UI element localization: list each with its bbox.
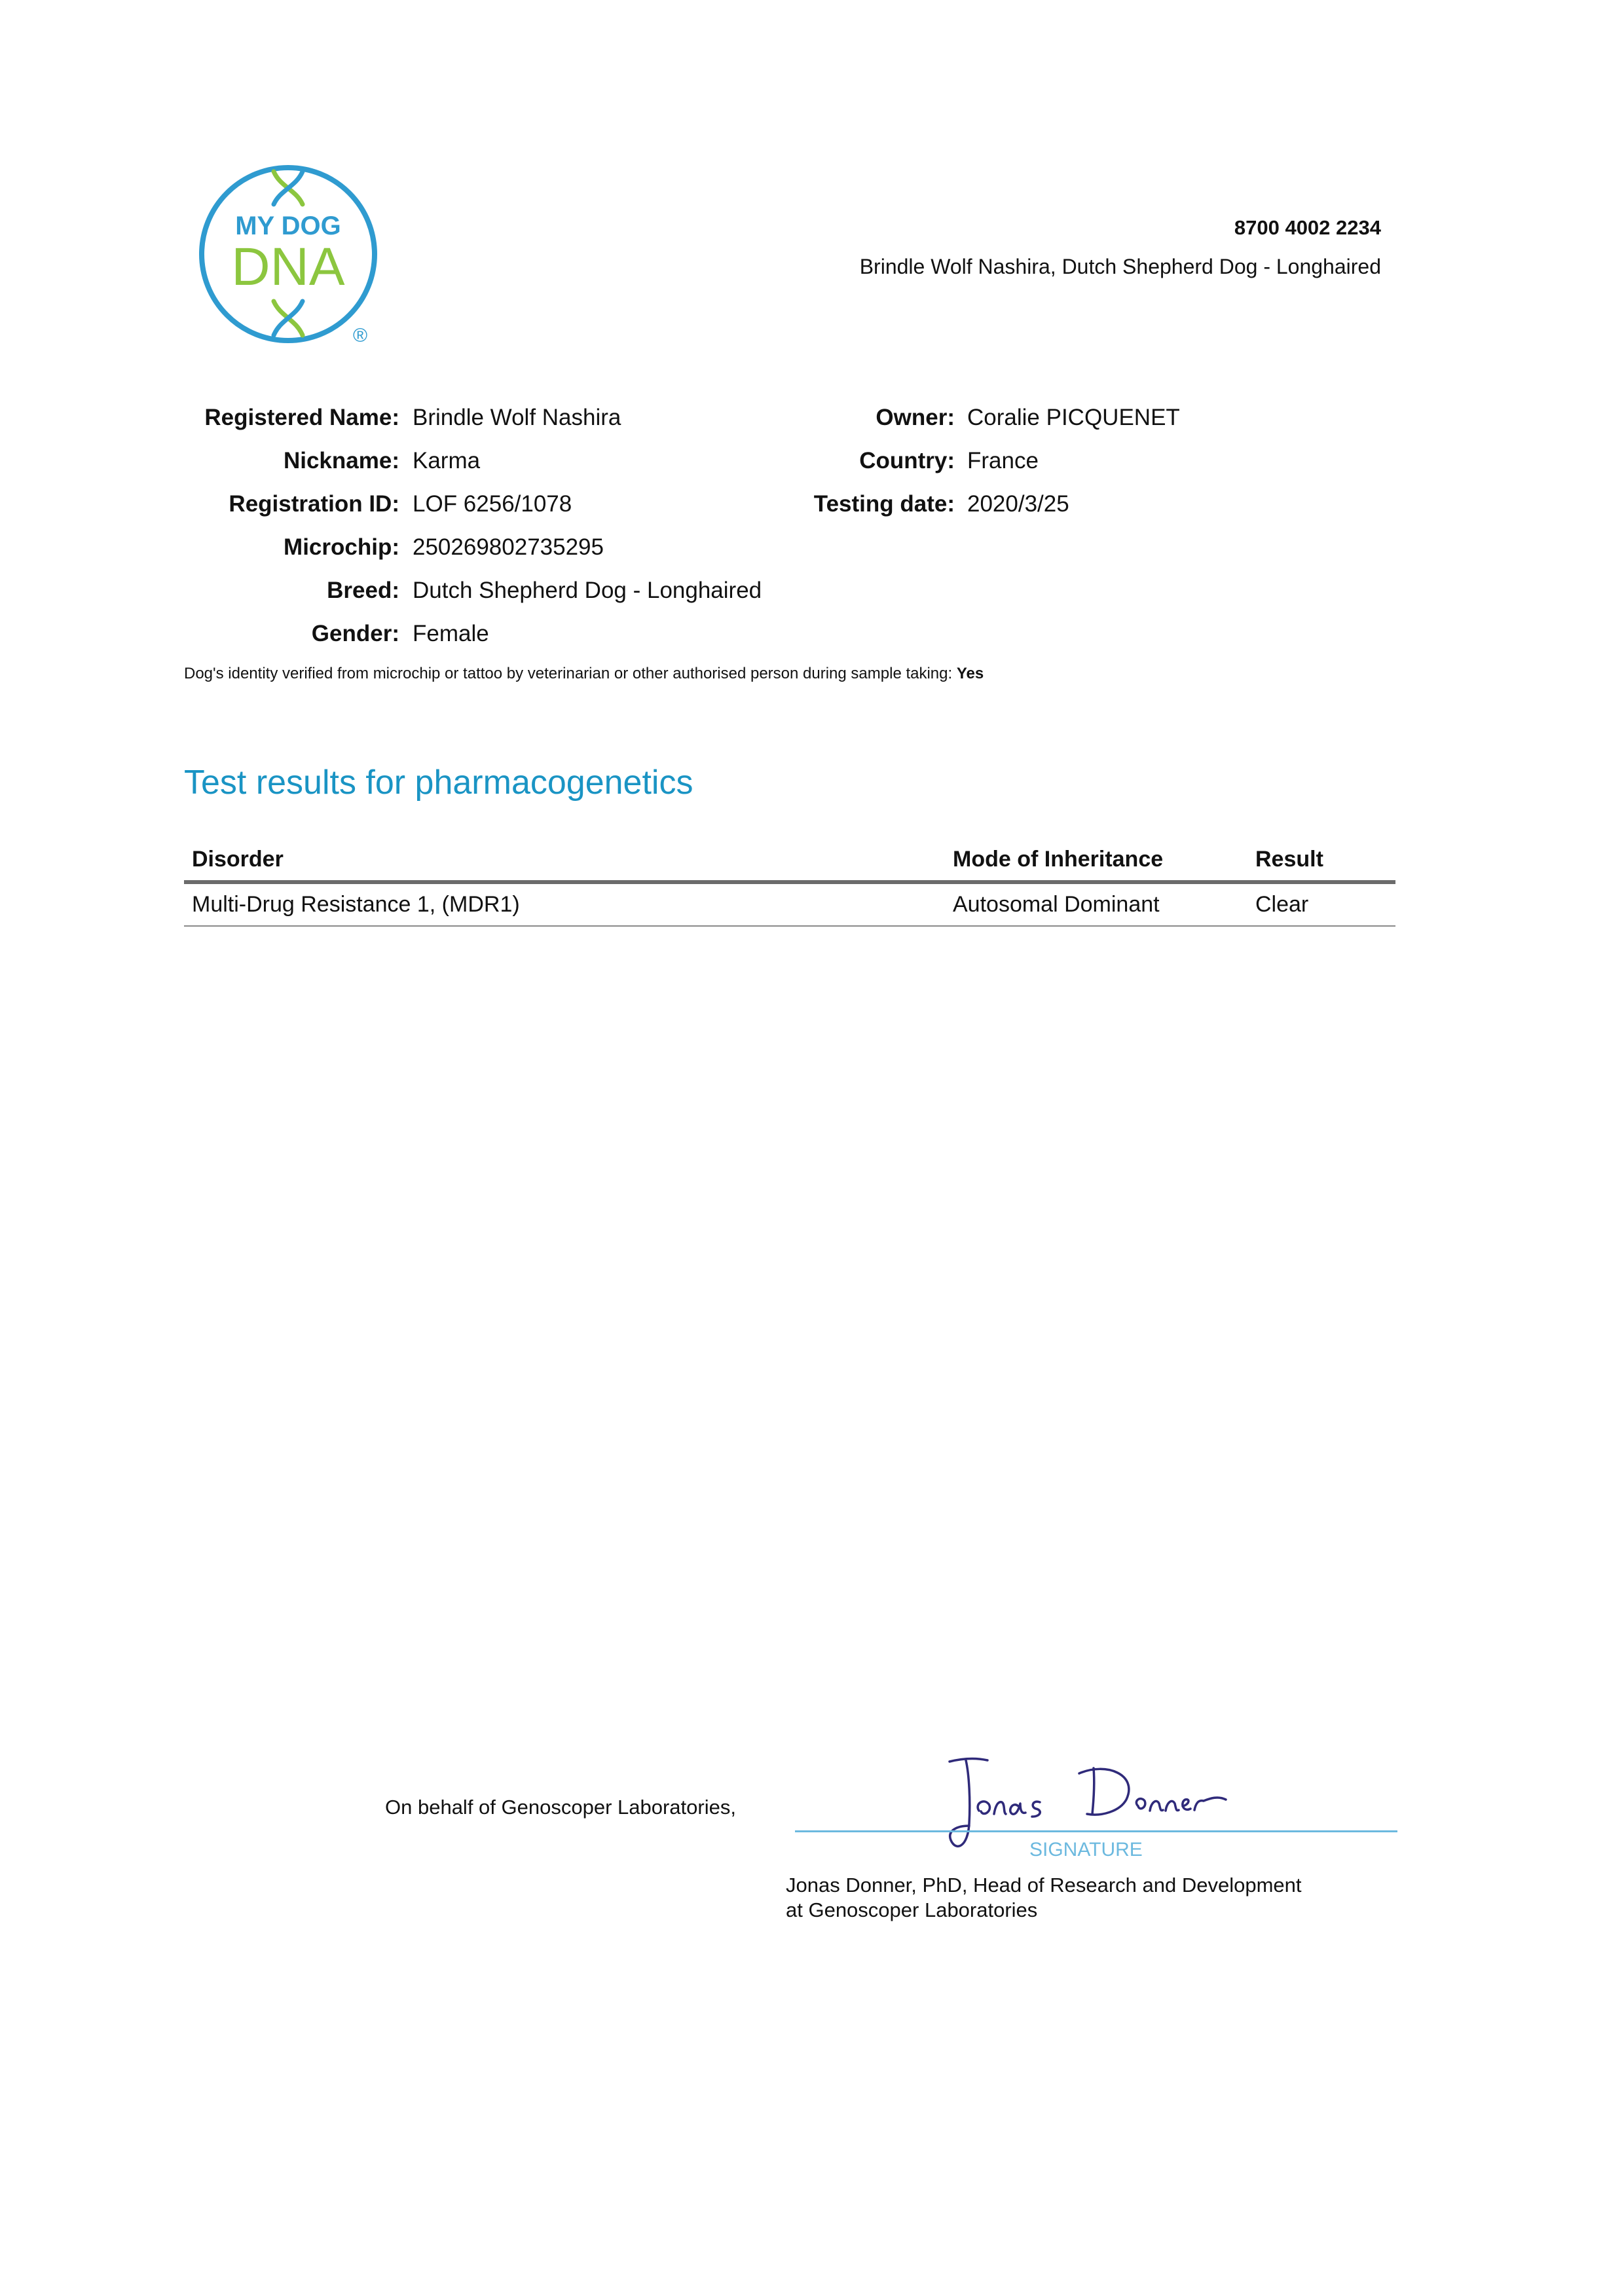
gender-label: Gender: <box>311 621 399 646</box>
breed-value: Dutch Shepherd Dog - Longhaired <box>413 578 762 603</box>
gender-value: Female <box>413 621 489 646</box>
registration-id-value: LOF 6256/1078 <box>413 491 572 517</box>
column-header-result: Result <box>1255 847 1323 872</box>
dog-summary: Brindle Wolf Nashira, Dutch Shepherd Dog - Longhaired <box>859 255 1381 278</box>
testing-date-value: 2020/3/25 <box>967 491 1069 517</box>
disorder-cell: Multi-Drug Resistance 1, (MDR1) <box>192 892 520 917</box>
signer-block <box>786 1873 1302 1923</box>
dna-helix-bottom-icon <box>274 301 303 335</box>
signature-line <box>795 1830 1397 1832</box>
registered-name-value: Brindle Wolf Nashira <box>413 405 621 430</box>
reference-number: 8700 4002 2234 <box>1234 216 1381 239</box>
verification-text: Dog's identity verified from microchip or tattoo by veterinarian or other authorised person during sample taking: <box>184 665 953 682</box>
testing-date-label: Testing date: <box>813 491 955 517</box>
table-row-divider <box>184 925 1395 927</box>
country-value: France <box>967 448 1039 473</box>
registered-trademark: ® <box>352 325 368 346</box>
results-title: Test results for pharmacogenetics <box>184 764 693 802</box>
nickname-value: Karma <box>413 448 481 473</box>
result-cell: Clear <box>1255 892 1309 917</box>
column-header-disorder: Disorder <box>192 847 284 872</box>
signer-organization: at Genoscoper Laboratories <box>786 1898 1038 1921</box>
owner-label: Owner: <box>876 405 955 430</box>
logo-text-my-dog: MY DOG <box>235 212 341 240</box>
registered-name-label: Registered Name: <box>204 405 399 430</box>
column-header-mode: Mode of Inheritance <box>953 847 1164 872</box>
logo-text-dna: DNA <box>231 237 345 297</box>
breed-label: Breed: <box>327 578 399 603</box>
nickname-label: Nickname: <box>283 448 399 473</box>
signer-name-title: Jonas Donner, PhD, Head of Research and Development <box>786 1874 1302 1896</box>
on-behalf-text: On behalf of Genoscoper Laboratories, <box>385 1796 736 1819</box>
microchip-label: Microchip: <box>284 534 399 560</box>
verification-answer: Yes <box>956 665 984 682</box>
table-header-divider <box>184 880 1395 884</box>
identity-verification-note <box>184 665 984 683</box>
country-label: Country: <box>859 448 955 473</box>
dna-helix-top-icon <box>274 172 303 204</box>
owner-value: Coralie PICQUENET <box>967 405 1180 430</box>
registration-id-label: Registration ID: <box>229 491 399 517</box>
microchip-value: 250269802735295 <box>413 534 604 560</box>
mode-cell: Autosomal Dominant <box>953 892 1160 917</box>
signature-caption: SIGNATURE <box>1029 1839 1143 1860</box>
my-dog-dna-logo <box>196 164 386 354</box>
